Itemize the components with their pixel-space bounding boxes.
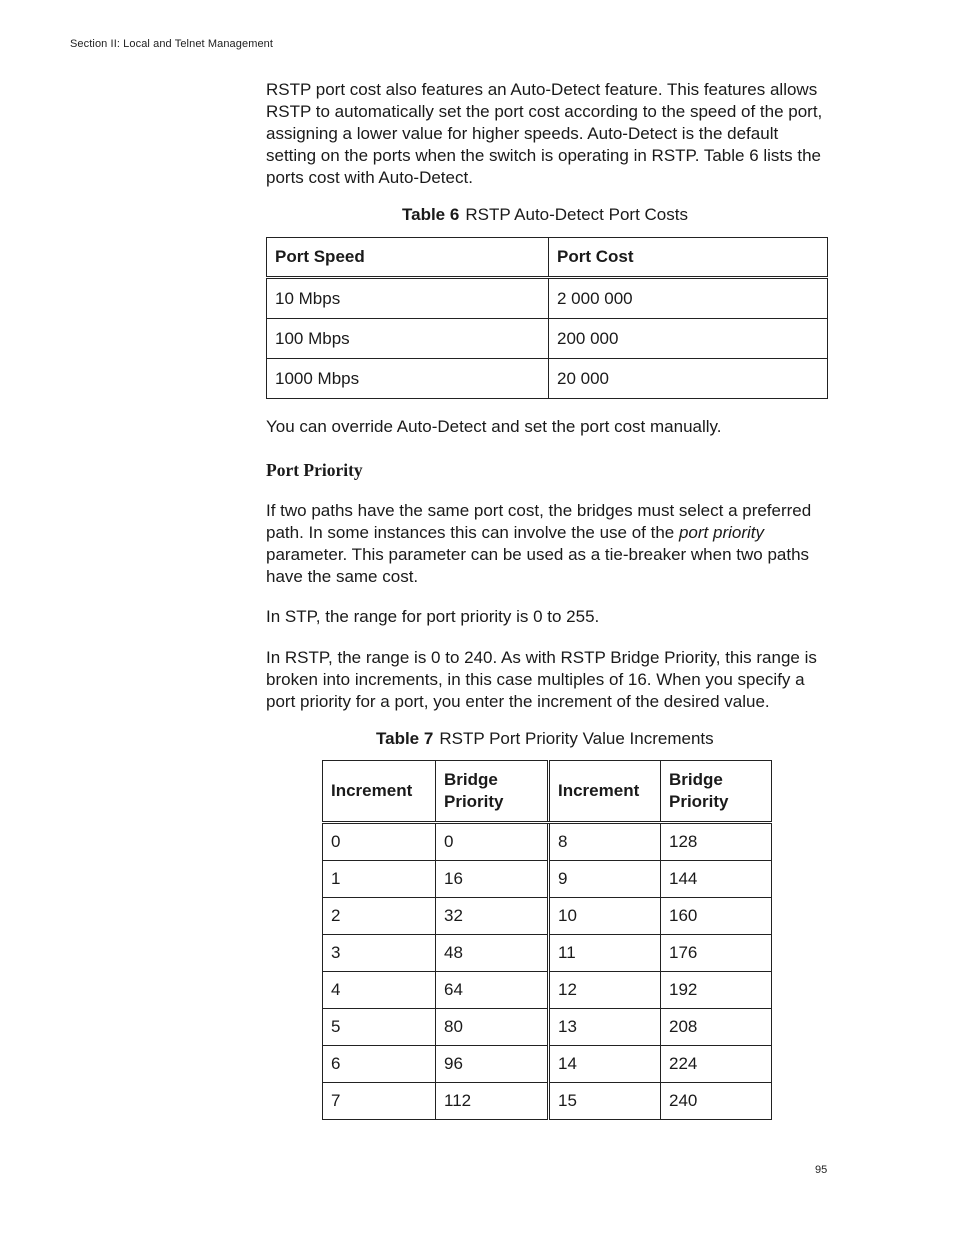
table-cell: 13 xyxy=(549,1009,661,1046)
column-header: Increment xyxy=(323,761,436,823)
table-cell: 192 xyxy=(661,972,772,1009)
running-header: Section II: Local and Telnet Management xyxy=(70,38,274,50)
table6-caption xyxy=(402,204,688,226)
column-header: Port Speed xyxy=(267,238,549,278)
table-cell: 200 000 xyxy=(549,319,828,359)
rstp-range-paragraph: In RSTP, the range is 0 to 240. As with RSTP Bridge Priority, this range is broken into increments, in this case multiples of 16. When you specify a port priority for a port, you enter the increment of the desired value. xyxy=(266,648,817,711)
section-heading: Port Priority xyxy=(266,460,363,480)
table-cell: 10 Mbps xyxy=(267,278,549,319)
table-row xyxy=(267,359,828,399)
table-cell: 208 xyxy=(661,1009,772,1046)
italic-term: port priority xyxy=(678,523,764,542)
table-cell: 1 xyxy=(323,861,436,898)
table-row xyxy=(323,1046,772,1083)
table-cell: 7 xyxy=(323,1083,436,1120)
table-row xyxy=(323,1009,772,1046)
table-cell: 20 000 xyxy=(549,359,828,399)
table-cell: 48 xyxy=(436,935,549,972)
table-cell: 160 xyxy=(661,898,772,935)
table7-label: Table 7 xyxy=(376,729,434,748)
override-paragraph: You can override Auto-Detect and set the port cost manually. xyxy=(266,417,722,436)
table-cell: 11 xyxy=(549,935,661,972)
table-cell: 3 xyxy=(323,935,436,972)
table-cell: 14 xyxy=(549,1046,661,1083)
table-cell: 112 xyxy=(436,1083,549,1120)
table-row xyxy=(323,935,772,972)
table-cell: 240 xyxy=(661,1083,772,1120)
table6-title: RSTP Auto-Detect Port Costs xyxy=(465,205,688,224)
table-cell: 9 xyxy=(549,861,661,898)
table-cell: 15 xyxy=(549,1083,661,1120)
table-cell: 144 xyxy=(661,861,772,898)
table-cell: 80 xyxy=(436,1009,549,1046)
table7-caption xyxy=(376,728,714,750)
table-row xyxy=(323,898,772,935)
column-header: Bridge Priority xyxy=(661,761,772,823)
table-row xyxy=(267,278,828,319)
table-cell: 128 xyxy=(661,823,772,861)
stp-range-paragraph: In STP, the range for port priority is 0 to 255. xyxy=(266,607,600,626)
table-header-row xyxy=(267,238,828,278)
port-cost-table xyxy=(266,237,828,399)
table-cell: 10 xyxy=(549,898,661,935)
table-row xyxy=(323,861,772,898)
table-cell: 16 xyxy=(436,861,549,898)
column-header: Port Cost xyxy=(549,238,828,278)
paragraph-text: parameter. This parameter can be used as a tie-breaker when two paths have the same cost. xyxy=(266,545,810,586)
table-cell: 64 xyxy=(436,972,549,1009)
intro-paragraph: RSTP port cost also features an Auto-Detect feature. This features allows RSTP to automatically set the port cost according to the speed of the port, assigning a lower value for higher speeds. Auto-Detect is the default setting on the ports when the switch is operating in RSTP. Table 6 lists the ports cost with Auto-Detect. xyxy=(266,80,823,187)
table-cell: 96 xyxy=(436,1046,549,1083)
table-cell: 0 xyxy=(436,823,549,861)
table-cell: 32 xyxy=(436,898,549,935)
table-cell: 2 xyxy=(323,898,436,935)
table-cell: 224 xyxy=(661,1046,772,1083)
table-header-row xyxy=(323,761,772,823)
page-number: 95 xyxy=(815,1164,828,1176)
table-cell: 5 xyxy=(323,1009,436,1046)
table-row xyxy=(267,319,828,359)
table-cell: 6 xyxy=(323,1046,436,1083)
column-header: Increment xyxy=(549,761,661,823)
table-row xyxy=(323,972,772,1009)
table-cell: 176 xyxy=(661,935,772,972)
table-cell: 12 xyxy=(549,972,661,1009)
table-cell: 8 xyxy=(549,823,661,861)
table-cell: 0 xyxy=(323,823,436,861)
table-cell: 1000 Mbps xyxy=(267,359,549,399)
table-cell: 2 000 000 xyxy=(549,278,828,319)
port-priority-table xyxy=(322,760,772,1120)
table-row xyxy=(323,1083,772,1120)
column-header: Bridge Priority xyxy=(436,761,549,823)
table-cell: 4 xyxy=(323,972,436,1009)
table7-title: RSTP Port Priority Value Increments xyxy=(439,729,714,748)
table-cell: 100 Mbps xyxy=(267,319,549,359)
port-priority-paragraph xyxy=(266,500,828,588)
table6-label: Table 6 xyxy=(402,205,460,224)
table-row xyxy=(323,823,772,861)
paragraph-text: If two paths have the same port cost, the bridges must select a preferred path. In some instances this can involve the use of the xyxy=(266,501,812,542)
